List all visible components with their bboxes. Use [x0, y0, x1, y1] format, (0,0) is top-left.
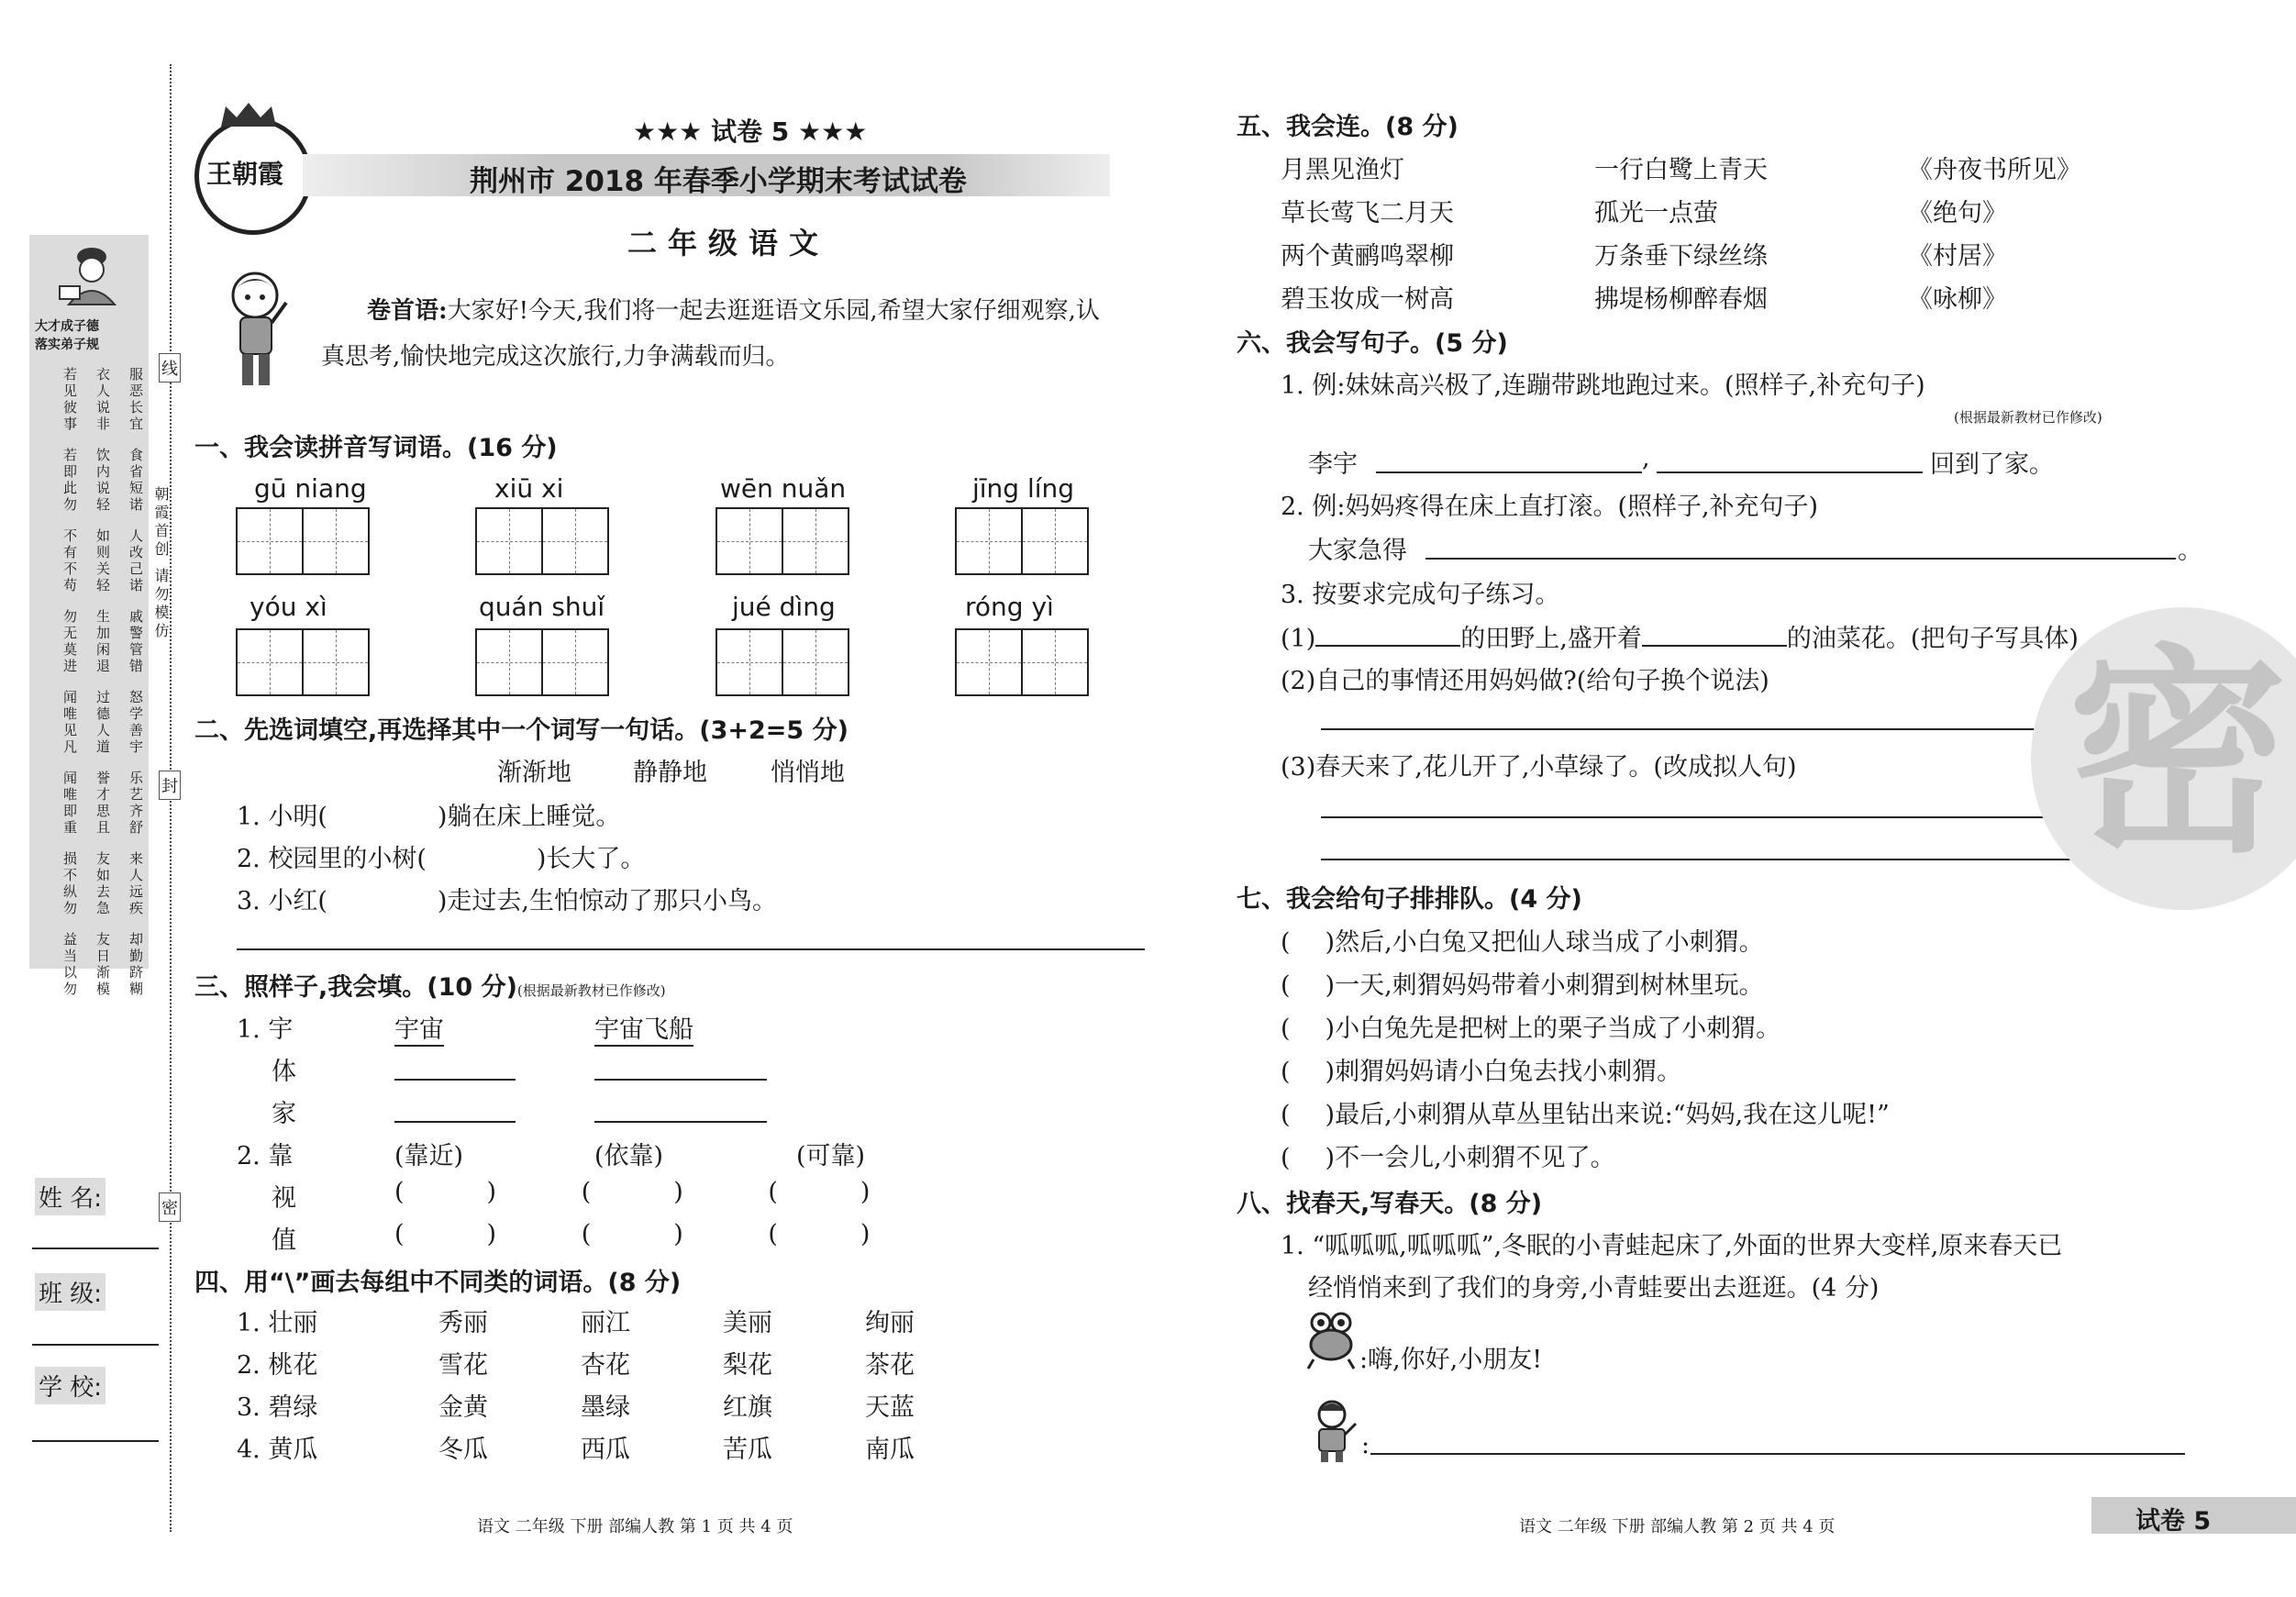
word-option[interactable]: 红旗	[723, 1393, 772, 1422]
sec6-title: 六、我会写句子。(5 分)	[1237, 329, 1508, 358]
writing-grid-5[interactable]	[236, 628, 370, 696]
poem-line[interactable]: 一行白鹭上青天	[1594, 156, 1768, 184]
sec6-q3a-blank-1[interactable]	[1315, 619, 1460, 647]
word-option[interactable]: 梨花	[723, 1351, 772, 1380]
logo-text: 王朝霞	[206, 159, 284, 189]
motto-column: 益当以勿	[61, 932, 78, 998]
word-option[interactable]: 雪花	[438, 1351, 488, 1380]
sec8-answer-line[interactable]	[1370, 1453, 2185, 1455]
pinyin-2: xiū xi	[494, 473, 564, 504]
poem-title[interactable]: 《村居》	[1908, 242, 2007, 271]
sec3-title: 三、照样子,我会填。(10 分)(根据最新教材已作修改)	[194, 973, 666, 1002]
motto-column: 勿无莫进	[61, 609, 78, 675]
sec2-item-3: 3. 小红( )走过去,生怕惊动了那只小鸟。	[237, 887, 778, 915]
motto-column: 若见彼事	[61, 367, 78, 433]
sec3-example-2: 宇宙飞船	[594, 1009, 693, 1047]
sec2-answer-line[interactable]	[237, 948, 1145, 950]
word-option[interactable]: 3. 碧绿	[237, 1393, 318, 1422]
seal-label-feng: 封	[159, 771, 181, 800]
list-item[interactable]: ( )然后,小白兔又把仙人球当成了小刺猬。	[1281, 928, 1764, 957]
word-option[interactable]: 丽江	[581, 1309, 630, 1337]
sec6-q3c: (3)春天来了,花儿开了,小草绿了。(改成拟人句)	[1281, 753, 1797, 782]
motto-column: 誉才思且	[94, 771, 111, 837]
sec8-title: 八、找春天,写春天。(8 分)	[1237, 1190, 1543, 1218]
word-option[interactable]: 天蓝	[865, 1393, 915, 1422]
motto-column: 却勤跻糊	[128, 932, 144, 998]
sec6-q1-start: 李宇	[1308, 450, 1358, 479]
sec3-char-zhi: 值	[272, 1226, 296, 1255]
poem-line[interactable]: 孤光一点萤	[1594, 199, 1718, 227]
intro-line-1: 卷首语:大家好!今天,我们将一起去逛逛语文乐园,希望大家仔细观察,认	[367, 297, 1100, 325]
word-option[interactable]: 2. 桃花	[237, 1351, 318, 1380]
sec3-ti-blank-1[interactable]	[394, 1079, 516, 1081]
word-option[interactable]: 4. 黄瓜	[237, 1436, 318, 1464]
motto-column: 若即此勿	[61, 448, 78, 514]
sec3-char-jia: 家	[272, 1100, 296, 1128]
footer-tag: 试卷 5	[2135, 1507, 2212, 1536]
sec8-line-2: 经悄悄来到了我们的身旁,小青蛙要出去逛逛。(4 分)	[1308, 1274, 1880, 1303]
sec7-title: 七、我会给句子排排队。(4 分)	[1237, 885, 1582, 914]
sec3-q1-num: 1. 宇	[237, 1015, 294, 1044]
poem-line[interactable]: 拂堤杨柳醉春烟	[1594, 285, 1768, 314]
secret-stamp: 密	[2031, 607, 2296, 910]
name-field[interactable]	[32, 1248, 159, 1249]
sec3-char-shi: 视	[272, 1184, 296, 1213]
motto-column: 闻唯即重	[61, 771, 78, 837]
sec5-col1	[1281, 149, 1454, 321]
sec6-q1-blank-2[interactable]	[1657, 471, 1923, 473]
word-option-2: 静静地	[633, 759, 707, 787]
writing-grid-3[interactable]	[715, 507, 849, 575]
word-option[interactable]: 杏花	[581, 1351, 630, 1380]
sec6-q1: 1. 例:妹妹高兴极了,连蹦带跳地跑过来。(照样子,补充句子)	[1281, 372, 1925, 400]
sec6-q2-start: 大家急得	[1308, 537, 1407, 565]
class-field-label: 班 级:	[35, 1273, 105, 1311]
sec4-row	[237, 1303, 971, 1345]
word-option[interactable]: 秀丽	[438, 1309, 488, 1337]
motto-column: 人改己诺	[128, 528, 144, 594]
sec3-zhi-parens[interactable]: ( ) ( ) ( )	[394, 1220, 871, 1248]
sec2-item-1: 1. 小明( )躺在床上睡觉。	[237, 803, 621, 831]
sec3-shi-parens[interactable]: ( ) ( ) ( )	[394, 1178, 871, 1206]
pinyin-4: jīng líng	[972, 473, 1075, 504]
footer-right: 语文 二年级 下册 部编人教 第 2 页 共 4 页	[1519, 1517, 1836, 1536]
writing-grid-6[interactable]	[475, 628, 609, 696]
school-field-label: 学 校:	[35, 1367, 105, 1404]
boy-icon	[220, 266, 294, 394]
sec5-col3	[1908, 149, 2081, 321]
poem-line[interactable]: 月黑见渔灯	[1281, 156, 1404, 184]
writing-grid-1[interactable]	[236, 507, 370, 575]
sec3-example-1: 宇宙	[394, 1009, 444, 1047]
sidebar-motto: 大才成子德 落实弟子规	[35, 319, 99, 352]
motto-column: 过德人道	[94, 690, 111, 756]
poem-line[interactable]: 碧玉妆成一树高	[1281, 285, 1454, 314]
seal-label-mi: 密	[159, 1192, 181, 1222]
poem-title[interactable]: 《绝句》	[1908, 199, 2007, 227]
writing-grid-4[interactable]	[955, 507, 1089, 575]
word-option[interactable]: 1. 壮丽	[237, 1309, 318, 1337]
sec1-title: 一、我会读拼音写词语。(16 分)	[194, 434, 558, 462]
pinyin-1: gū niang	[254, 473, 367, 504]
sec6-q3b: (2)自己的事情还用妈妈做?(给句子换个说法)	[1281, 667, 1769, 695]
sec6-q2-end: 。	[2178, 537, 2202, 565]
school-field[interactable]	[32, 1440, 159, 1442]
frog-icon	[1304, 1310, 1358, 1370]
sec5-col2	[1594, 149, 1768, 321]
writing-grid-7[interactable]	[715, 628, 849, 696]
motto-column: 来人远疾	[128, 851, 144, 917]
sec6-q1-comma: ,	[1642, 444, 1650, 472]
motto-column: 如则关轻	[94, 528, 111, 594]
sec4-row	[237, 1387, 971, 1429]
sec6-q2-blank[interactable]	[1425, 558, 2176, 560]
intro-line-2: 真思考,愉快地完成这次旅行,力争满载而归。	[321, 343, 790, 371]
subject-title: 二年级语文	[627, 226, 830, 261]
motto-column: 乐艺齐舒	[128, 771, 144, 837]
sec6-q3a-blank-2[interactable]	[1642, 619, 1787, 647]
motto-column: 闻唯见凡	[61, 690, 78, 756]
list-item[interactable]: ( )一天,刺猬妈妈带着小刺猬到树林里玩。	[1281, 971, 1764, 1000]
seal-label-xian: 线	[159, 353, 181, 383]
sec3-jia-blank-1[interactable]	[394, 1121, 516, 1123]
sec6-q3a: (1) 的田野上,盛开着 的油菜花。(把句子写具体)	[1281, 618, 2079, 654]
sec6-q3: 3. 按要求完成句子练习。	[1281, 581, 1560, 609]
sec4-table	[237, 1303, 971, 1471]
word-option-3: 悄悄地	[771, 759, 845, 787]
word-option[interactable]: 南瓜	[865, 1436, 915, 1464]
sec3-char-ti: 体	[272, 1058, 296, 1086]
pinyin-3: wēn nuǎn	[720, 473, 847, 504]
pinyin-7: jué dìng	[732, 592, 836, 622]
motto-column: 友如去急	[94, 851, 111, 917]
sec2-title: 二、先选词填空,再选择其中一个词写一句话。(3+2=5 分)	[194, 716, 849, 745]
word-option-1: 渐渐地	[497, 759, 571, 787]
motto-column: 饮内说轻	[94, 448, 111, 514]
crown-icon	[216, 101, 281, 128]
poem-title[interactable]: 《舟夜书所见》	[1908, 156, 2081, 184]
motto-column: 生加闲退	[94, 609, 111, 675]
word-option[interactable]: 墨绿	[581, 1393, 630, 1422]
pinyin-5: yóu xì	[250, 592, 327, 622]
boy-colon: :	[1361, 1431, 1370, 1459]
poem-line[interactable]: 万条垂下绿丝绦	[1594, 242, 1768, 271]
writing-grid-2[interactable]	[475, 507, 609, 575]
word-option[interactable]: 金黄	[438, 1393, 488, 1422]
word-option[interactable]: 冬瓜	[438, 1436, 488, 1464]
word-option[interactable]: 苦瓜	[723, 1436, 772, 1464]
pinyin-6: quán shuǐ	[479, 592, 605, 622]
list-item[interactable]: ( )小白兔先是把树上的栗子当成了小刺猬。	[1281, 1015, 1781, 1043]
sec6-q1-end: 回到了家。	[1930, 450, 2054, 479]
motto-column: 食省短诺	[128, 448, 144, 514]
word-option[interactable]: 茶花	[865, 1351, 915, 1380]
sec3-jia-blank-2[interactable]	[594, 1121, 767, 1123]
sec6-q1-blank-1[interactable]	[1376, 471, 1642, 473]
sec3-ti-blank-2[interactable]	[594, 1079, 767, 1081]
sec7-list	[1281, 921, 1890, 1180]
writing-grid-8[interactable]	[955, 628, 1089, 696]
poem-line[interactable]: 草长莺飞二月天	[1281, 199, 1454, 227]
sec6-q3c-answer-2[interactable]	[1321, 859, 2189, 860]
list-item[interactable]: ( )刺猬妈妈请小白兔去找小刺猬。	[1281, 1058, 1682, 1086]
sec3-q2-num: 2. 靠	[237, 1142, 294, 1170]
motto-column: 损不纵勿	[61, 851, 78, 917]
sec4-row	[237, 1429, 971, 1471]
sec6-note: (根据最新教材已作修改)	[1954, 409, 2102, 426]
sec3-ex-word-2: (依靠)	[594, 1142, 664, 1170]
poem-title[interactable]: 《咏柳》	[1908, 285, 2007, 314]
word-option[interactable]: 绚丽	[865, 1309, 915, 1337]
boy-small-icon	[1306, 1398, 1358, 1464]
motto-column: 服恶长宜	[128, 367, 144, 433]
sec3-ex-word-1: (靠近)	[394, 1142, 464, 1170]
list-item[interactable]: ( )最后,小刺猬从草丛里钻出来说:“妈妈,我在这儿呢!”	[1281, 1101, 1890, 1129]
sec4-title: 四、用“\”画去每组中不同类的词语。(8 分)	[194, 1269, 682, 1297]
motto-column: 不有不苟	[61, 528, 78, 594]
sec4-row	[237, 1345, 971, 1387]
exam-tag: ★★★ 试卷 5 ★★★	[633, 116, 868, 147]
list-item[interactable]: ( )不一会儿,小刺猬不见了。	[1281, 1144, 1615, 1172]
footer-left: 语文 二年级 下册 部编人教 第 1 页 共 4 页	[477, 1517, 793, 1536]
copyright-note: 朝霞首创 请勿模仿	[152, 486, 170, 642]
class-field[interactable]	[32, 1344, 159, 1346]
sec8-line-1: 1. “呱呱呱,呱呱呱”,冬眠的小青蛙起床了,外面的世界大变样,原来春天已	[1281, 1232, 2063, 1260]
name-field-label: 姓 名:	[35, 1178, 105, 1215]
motto-column: 戚警管错	[128, 609, 144, 675]
motto-column: 怒学善宇	[128, 690, 144, 756]
frog-speech: :嗨,你好,小朋友!	[1359, 1346, 1543, 1374]
poem-line[interactable]: 两个黄鹂鸣翠柳	[1281, 242, 1454, 271]
word-option[interactable]: 西瓜	[581, 1436, 630, 1464]
pinyin-8: róng yì	[965, 592, 1054, 622]
exam-title: 荆州市 2018 年春季小学期末考试试卷	[470, 165, 967, 198]
sec3-ex-word-3: (可靠)	[796, 1142, 866, 1170]
motto-column: 友日渐模	[94, 932, 111, 998]
word-option[interactable]: 美丽	[723, 1309, 772, 1337]
sec2-item-2: 2. 校园里的小树( )长大了。	[237, 845, 646, 873]
motto-column: 衣人说非	[94, 367, 111, 433]
scholar-illustration	[50, 240, 133, 309]
sec6-q2: 2. 例:妈妈疼得在床上直打滚。(照样子,补充句子)	[1281, 493, 1819, 521]
sec5-title: 五、我会连。(8 分)	[1237, 113, 1459, 141]
sidebar-columns	[44, 367, 145, 998]
